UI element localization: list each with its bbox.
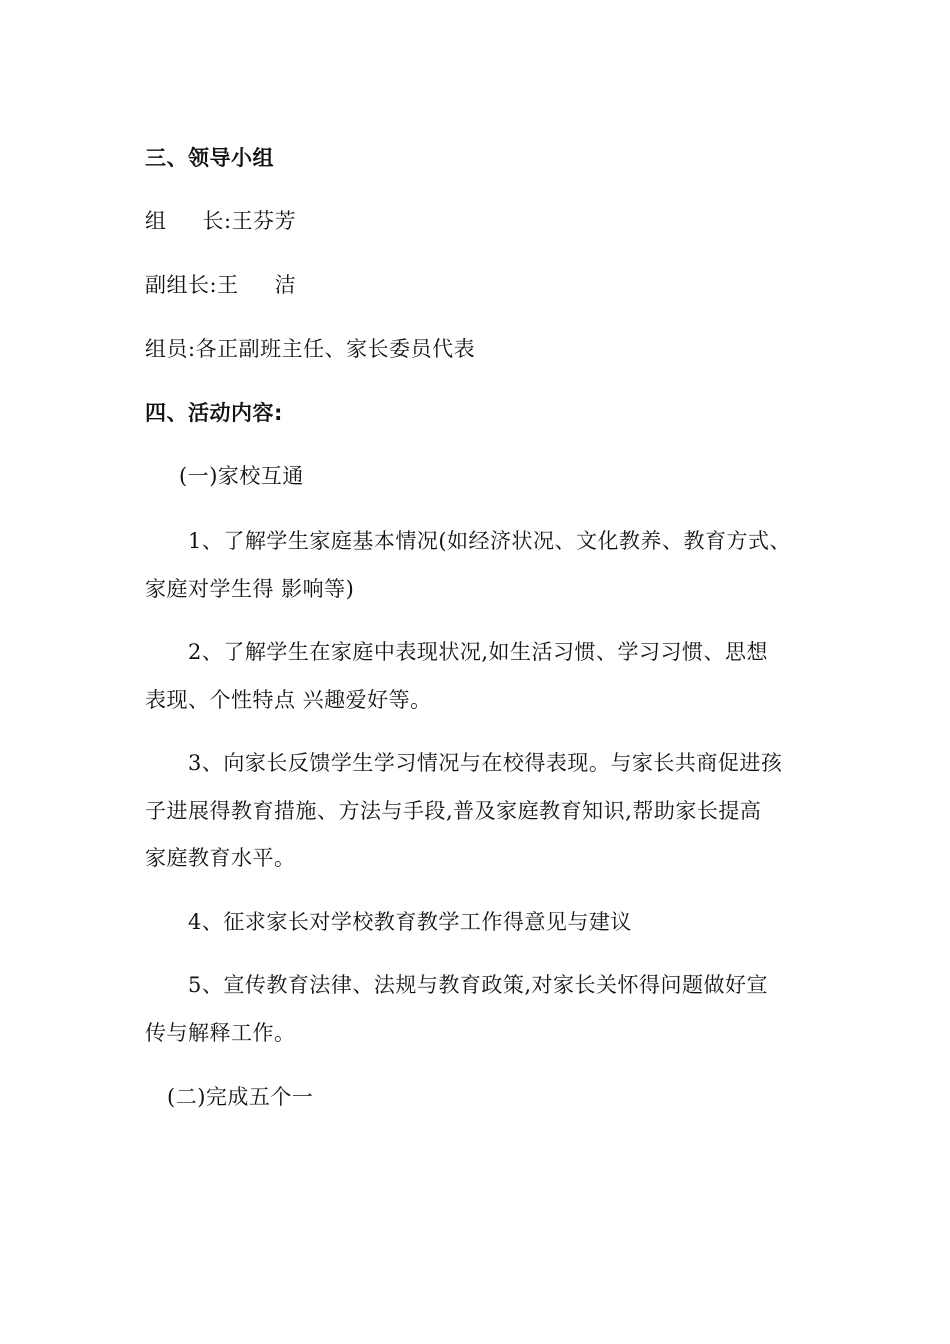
leader-label-part2: 长:王芬芳 [202, 209, 297, 233]
deputy-name-part2: 洁 [274, 273, 297, 297]
item-3-line-3: 家庭教育水平。 [145, 846, 296, 870]
item-2-line-1: 2、了解学生在家庭中表现状况,如生活习惯、学习习惯、思想 [188, 640, 769, 664]
item-5-line-1: 5、宣传教育法律、法规与教育政策,对家长关怀得问题做好宣 [188, 973, 769, 997]
section-heading-activities: 四、活动内容: [145, 401, 283, 425]
item-3-line-2: 子进展得教育措施、方法与手段,普及家庭教育知识,帮助家长提高 [145, 799, 762, 823]
members-line: 组员:各正副班主任、家长委员代表 [145, 337, 476, 361]
item-4-line-1: 4、征求家长对学校教育教学工作得意见与建议 [188, 910, 632, 934]
leader-label-part1: 组 [145, 209, 167, 233]
item-3-line-1: 3、向家长反馈学生学习情况与在校得表现。与家长共商促进孩 [188, 751, 783, 775]
item-2-line-2: 表现、个性特点 兴趣爱好等。 [145, 688, 432, 712]
item-1-line-1: 1、了解学生家庭基本情况(如经济状况、文化教养、教育方式、 [188, 529, 792, 553]
subsection-title-home-school: (一)家校互通 [179, 464, 304, 488]
deputy-leader-line [145, 273, 296, 297]
item-1-line-2: 家庭对学生得 影响等) [145, 577, 355, 601]
item-5-line-2: 传与解释工作。 [145, 1021, 296, 1045]
subsection-title-five-ones: (二)完成五个一 [167, 1085, 314, 1109]
deputy-label: 副组长:王 [145, 273, 239, 297]
leader-line [145, 209, 296, 233]
section-heading-leadership: 三、领导小组 [145, 146, 274, 170]
